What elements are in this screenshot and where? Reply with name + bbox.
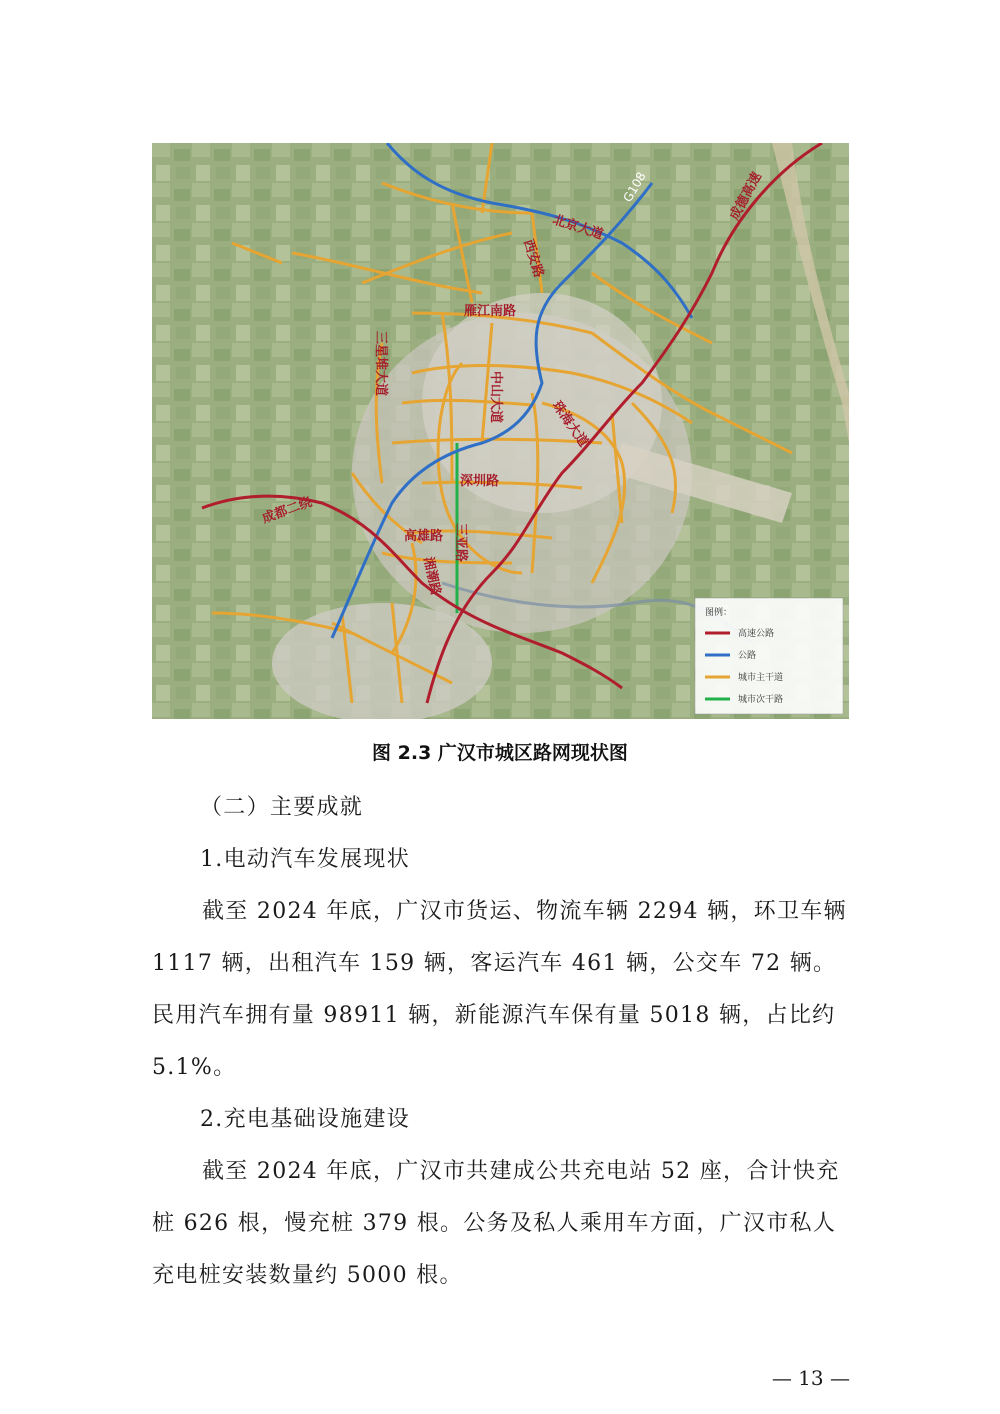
subsection-heading-charging: 2.充电基础设施建设 <box>200 1107 410 1132</box>
label-xiangchao-road: 湘潮路 <box>420 555 443 597</box>
section-heading: （二）主要成就 <box>200 795 364 820</box>
label-yanjiang-road: 雁江南路 <box>464 304 517 319</box>
legend-title: 图例： <box>705 608 733 618</box>
label-zhongshan-group <box>488 371 504 423</box>
label-gaoxiong-road: 高雄路 <box>404 529 444 544</box>
label-zhongshan-road: 中山大道 <box>488 371 503 424</box>
legend-label-expressway: 高速公路 <box>738 629 775 639</box>
label-chengdu-ring: 成都二绕 <box>260 494 315 527</box>
label-zhuhai-road: 珠海大道 <box>548 398 591 450</box>
label-sanxingdui-road: 三星堆大道 <box>373 331 388 397</box>
subsection-heading-ev-status: 1.电动汽车发展现状 <box>200 847 410 872</box>
label-sanya-group <box>453 523 469 562</box>
page-number: — 13 — <box>771 1366 850 1390</box>
legend-label-arterial: 城市主干道 <box>738 673 784 683</box>
map-svg <box>152 143 849 719</box>
figure-caption: 图 2.3 广汉市城区路网现状图 <box>372 742 628 764</box>
label-xian-road: 西安路 <box>520 237 546 280</box>
road-network-map <box>152 143 849 719</box>
legend-label-secondary: 城市次干路 <box>738 695 784 705</box>
urban-south <box>272 603 492 719</box>
label-sanya-road: 三亚路 <box>453 523 468 563</box>
paragraph-ev-status: 截至 2024 年底，广汉市货运、物流车辆 2294 辆，环卫车辆 1117 辆，出租汽车 159 辆，客运汽车 461 辆，公交车 72 辆。民用汽车拥有量 98911 辆，新能源汽车保有量 5018 辆，占比约 5.1%。 <box>152 899 847 1080</box>
paragraph-charging: 截至 2024 年底，广汉市共建成公共充电站 52 座，合计快充桩 626 根，慢充桩 379 根。公务及私人乘用车方面，广汉市私人充电桩安装数量约 5000 根。 <box>152 1159 840 1288</box>
label-shenzhen-road: 深圳路 <box>460 474 500 489</box>
label-g108: G108 <box>620 169 649 205</box>
label-beijing-road: 北京大道 <box>550 212 605 243</box>
map-legend <box>695 598 843 714</box>
legend-label-highway: 公路 <box>738 651 757 661</box>
label-chengde-expressway: 成德高速 <box>727 169 765 223</box>
label-sanxingdui-group <box>373 331 389 396</box>
